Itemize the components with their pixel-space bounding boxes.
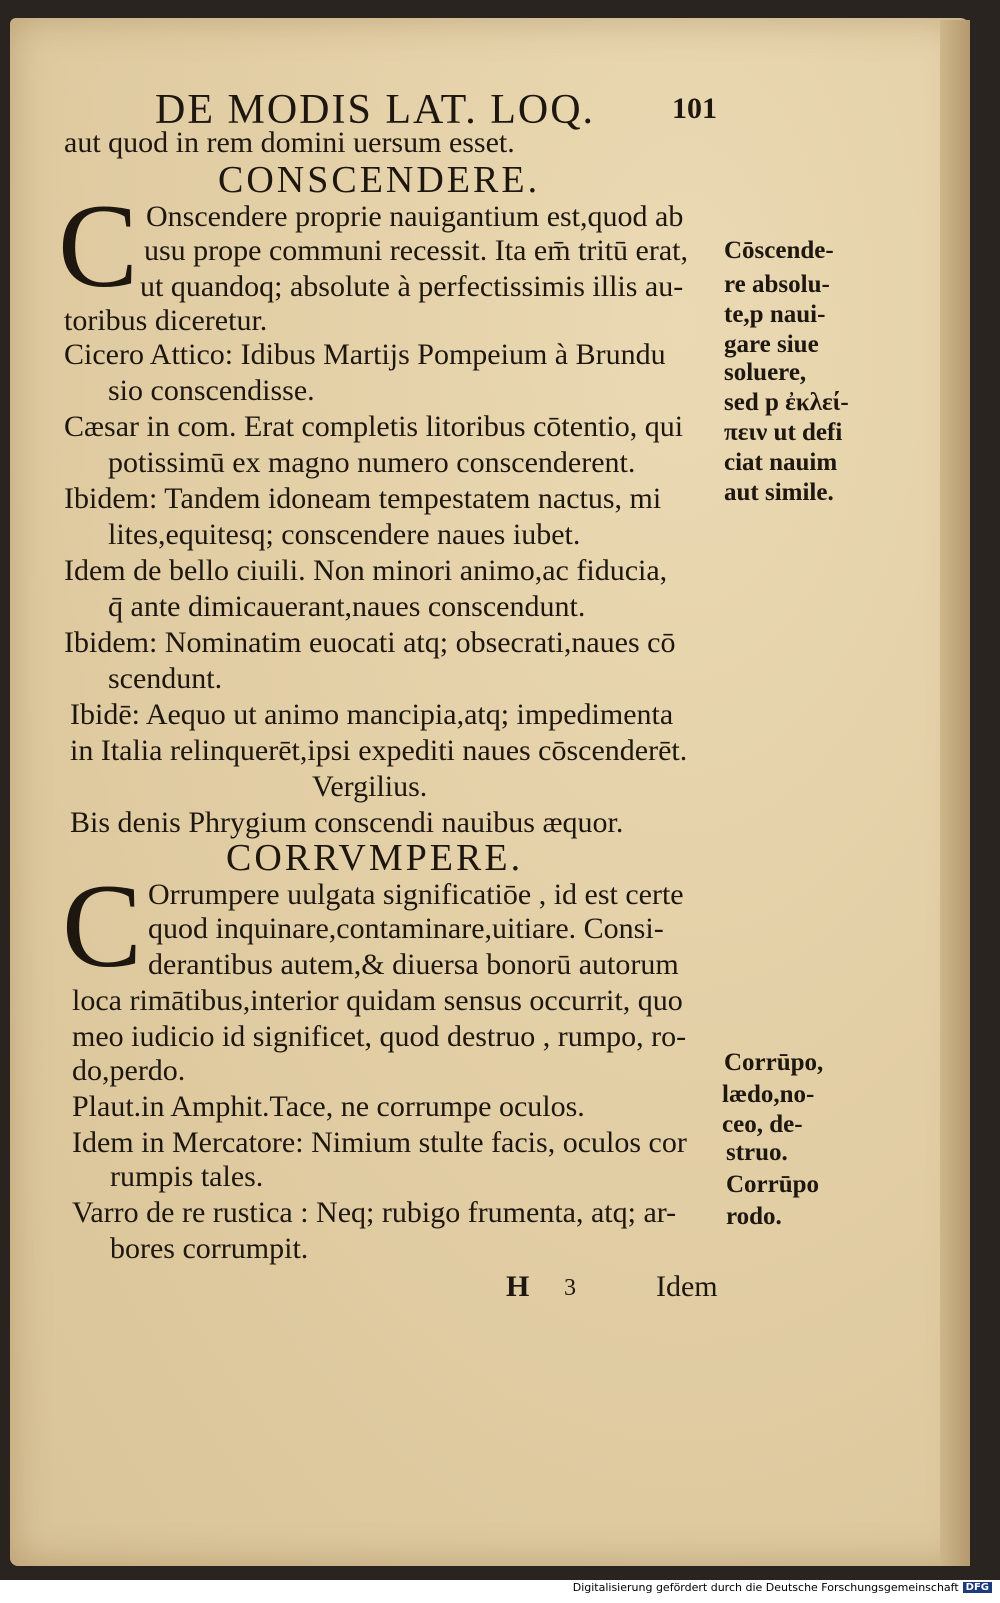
text-line: Bis denis Phrygium conscendi nauibus æquor.	[70, 806, 624, 839]
text-line: scendunt.	[108, 662, 223, 695]
text-line: Cicero Attico: Idibus Martijs Pompeium à Brundu	[64, 338, 666, 371]
marginal-note: ciat nauim	[724, 449, 838, 476]
text-line: Idem de bello ciuili. Non minori animo,ac fiducia,	[64, 554, 668, 587]
text-line: lites,equitesq; conscendere naues iubet.	[108, 518, 581, 551]
drop-cap: C	[62, 859, 143, 992]
drop-cap: C	[58, 179, 139, 312]
page-gutter	[940, 20, 970, 1566]
text-line: potissimū ex magno numero conscenderent.	[108, 446, 636, 479]
marginal-note: te,p naui-	[724, 301, 826, 328]
text-line: bores corrumpit.	[110, 1232, 309, 1265]
text-line: usu prope communi recessit. Ita em̄ tritū erat,	[144, 234, 688, 267]
marginal-note: Corrūpo,	[724, 1049, 824, 1076]
marginal-note: rodo.	[726, 1203, 782, 1230]
running-head: DE MODIS LAT. LOQ.	[155, 87, 596, 133]
marginal-note: re absolu-	[724, 271, 830, 298]
marginal-note: lædo,no-	[722, 1081, 815, 1108]
text-line: quod inquinare,contaminare,uitiare. Consi-	[148, 912, 664, 945]
text-line: Orrumpere uulgata significatiōe , id est certe	[148, 878, 684, 911]
marginal-note: πειν ut defi	[724, 419, 843, 446]
text-line: rumpis tales.	[110, 1160, 264, 1193]
section-heading: CORRVMPERE.	[226, 837, 524, 879]
marginal-note: ceo, de-	[722, 1111, 803, 1138]
marginal-note: struo.	[726, 1139, 788, 1166]
text-line: loca rimātibus,interior quidam sensus occurrit, quo	[72, 984, 683, 1017]
text-line: Ibidē: Aequo ut animo mancipia,atq; impedimenta	[70, 698, 674, 731]
text-line: Ibidem: Tandem idoneam tempestatem nactus, mi	[64, 482, 662, 515]
section-heading: CONSCENDERE.	[218, 159, 541, 201]
text-line: Varro de re rustica : Neq; rubigo frumenta, atq; ar-	[72, 1196, 677, 1229]
marginal-note: Cōscende-	[724, 237, 834, 264]
text-line: Plaut.in Amphit.Tace, ne corrumpe oculos.	[72, 1090, 585, 1123]
text-line: Cæsar in com. Erat completis litoribus cōtentio, qui	[64, 410, 684, 443]
text-line: Idem in Mercatore: Nimium stulte facis, oculos cor	[72, 1126, 687, 1159]
signature-number: 3	[564, 1275, 576, 1301]
text-line: aut quod in rem domini uersum esset.	[64, 126, 515, 159]
folio-number: 101	[672, 92, 717, 125]
text-line: meo iudicio id significet, quod destruo , rumpo, ro-	[72, 1020, 687, 1053]
marginal-note: gare siue	[724, 331, 819, 358]
digitization-footer	[573, 1581, 992, 1594]
text-line: derantibus autem,& diuersa bonorū autorum	[148, 948, 679, 981]
catchword: Idem	[656, 1270, 718, 1303]
marginal-note: Corrūpo	[726, 1171, 820, 1198]
dfg-logo-icon: DFG	[963, 1582, 992, 1593]
text-line: Onscendere proprie nauigantium est,quod ab	[146, 200, 684, 233]
marginal-note: soluere,	[724, 359, 807, 386]
marginal-note: sed p ἐκλεί-	[724, 389, 849, 416]
text-line: do,perdo.	[72, 1054, 186, 1087]
footer-text: Digitalisierung gefördert durch die Deutsche Forschungsgemeinschaft	[572, 1581, 959, 1594]
text-line: toribus diceretur.	[64, 304, 268, 337]
signature-mark: H	[506, 1270, 530, 1303]
author-heading: Vergilius.	[312, 770, 428, 803]
text-line: sio conscendisse.	[108, 374, 315, 407]
text-line: in Italia relinquerēt,ipsi expediti naues cōscenderēt.	[70, 734, 688, 767]
text-line: ut quandoq; absolute à perfectissimis illis au-	[140, 270, 684, 303]
text-line: Ibidem: Nominatim euocati atq; obsecrati,naues cō	[64, 626, 676, 659]
text-line: q̄ ante dimicauerant,naues conscendunt.	[108, 590, 586, 623]
marginal-note: aut simile.	[724, 479, 834, 506]
